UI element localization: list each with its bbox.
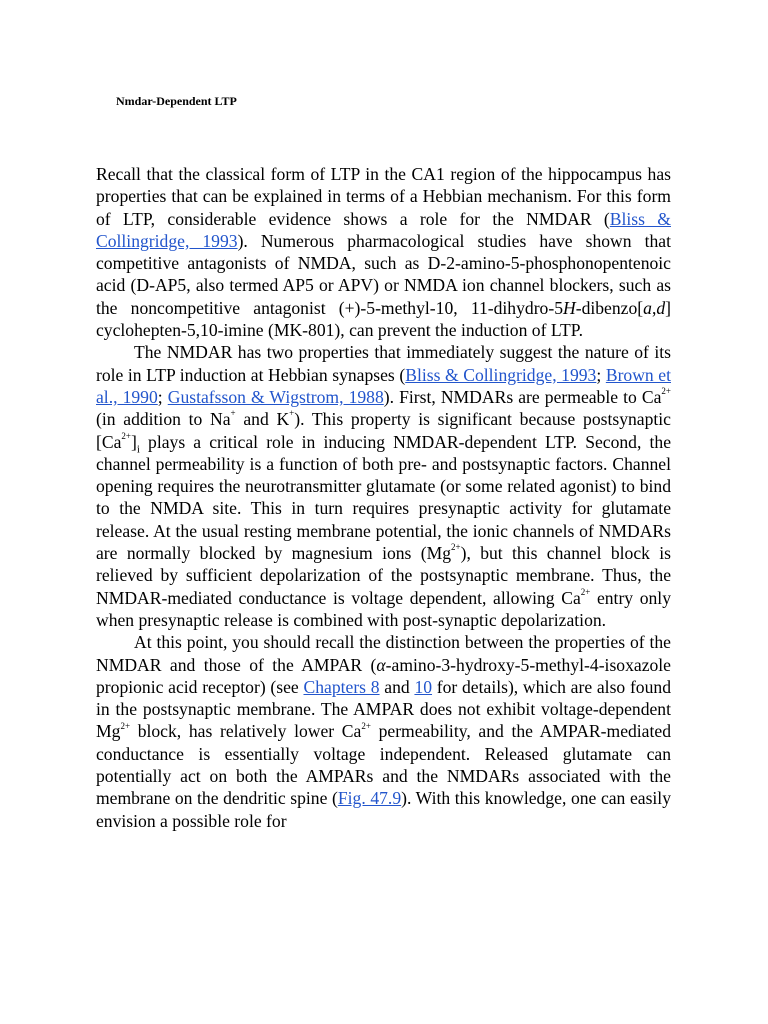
text-run: -amino-3-hydroxy-5-methyl-4-isoxazole propionic acid receptor) (see [96, 654, 671, 697]
text-run: entry only when presynaptic release is combined with post-synaptic depolarization. [96, 587, 671, 630]
citation-link-brown[interactable]: Brown et al., 1990 [96, 364, 671, 407]
chapter-link-8[interactable]: Chapters 8 [303, 676, 380, 697]
italic-run: a [643, 297, 652, 318]
text-run: permeability, and the AMPAR-mediated conductance is essentially voltage independent. Released glutamate can potentially act on both the AMPARs and the NMDARs associated with the membrane on the dendritic spine ( [96, 721, 671, 809]
text-run: ; [157, 386, 168, 407]
superscript: 2+ [661, 386, 671, 397]
text-run: -dibenzo[ [575, 297, 644, 318]
superscript: 2+ [121, 430, 131, 441]
text-run: ] cyclohepten-5,10-imine (MK-801), can prevent the induction of LTP. [96, 297, 671, 341]
section-heading: Nmdar-Dependent LTP [116, 94, 237, 108]
superscript: 2+ [580, 586, 591, 597]
text-run: ). This property is significant because postsynaptic [Ca [96, 409, 671, 452]
paragraph-2 [96, 341, 671, 631]
text-run: ] [130, 431, 137, 452]
paragraph-1 [96, 163, 671, 341]
paragraph-3 [96, 631, 671, 832]
text-run: At this point, you should recall the distinction between the properties of the NMDAR and those of the AMPAR ( [96, 632, 671, 675]
superscript: + [289, 408, 295, 419]
text-run: and [379, 676, 415, 697]
italic-run: d [656, 297, 666, 318]
text-run: Recall that the classical form of LTP in the CA1 region of the hippocampus has properties that can be explained in terms of a Hebbian mechanism. For this form of LTP, considerable evidence shows a role for the NMDAR ( [96, 164, 671, 229]
text-run: The NMDAR has two properties that immediately suggest the nature of its role in LTP induction at Hebbian synapses ( [96, 342, 671, 385]
body-text [96, 163, 671, 832]
chapter-link-10[interactable]: 10 [414, 676, 433, 697]
subscript: i [136, 443, 140, 456]
superscript: + [230, 408, 236, 419]
text-run: and K [235, 409, 290, 430]
text-run: plays a critical role in inducing NMDAR-dependent LTP. Second, the channel permeability is a function of both pre- and postsynaptic factors. Channel opening requires the neurotransmitter glutamate (or some related agonist) to bind to the NMDA site. This in turn requires presynaptic activity for glutamate release. At the usual resting membrane potential, the ionic channels of NMDARs are normally blocked by magnesium ions (Mg [96, 431, 671, 564]
text-run: ). Numerous pharmacological studies have shown that competitive antagonists of NMDA, such as D-2-amino-5-phosphonopentenoic acid (D-AP5, also termed AP5 or APV) or NMDA ion channel blockers, such as the noncompetitive antagonist (+)-5-methyl-10, 11-dihydro-5 [96, 230, 671, 318]
text-run: , [651, 297, 657, 318]
citation-link-bliss-collingridge-2[interactable]: Bliss & Collingridge, 1993 [405, 364, 597, 385]
text-run: ). First, NMDARs are permeable to Ca [383, 386, 662, 407]
citation-link-bliss-collingridge[interactable]: Bliss & Collingridge, 1993 [96, 208, 671, 251]
italic-run: H [563, 297, 576, 318]
superscript: 2+ [361, 720, 371, 731]
italic-run: α [376, 654, 386, 675]
text-run: for details), which are also found in the postsynaptic membrane. The AMPAR does not exhibit voltage-dependent Mg [96, 676, 671, 742]
text-run: ; [596, 364, 606, 385]
text-run: (in addition to Na [96, 409, 231, 430]
superscript: 2+ [451, 542, 461, 553]
text-run: ), but this channel block is relieved by sufficient depolarization of the postsynaptic membrane. Thus, the NMDAR-mediated conductance is voltage dependent, allowing Ca [96, 543, 671, 608]
superscript: 2+ [120, 720, 131, 731]
figure-link-47-9[interactable]: Fig. 47.9 [337, 788, 402, 809]
text-run: block, has relatively lower Ca [130, 721, 362, 742]
text-run: ). With this knowledge, one can easily envision a possible role for [96, 788, 671, 831]
citation-link-gustafsson-wigstrom[interactable]: Gustafsson & Wigstrom, 1988 [167, 386, 384, 407]
